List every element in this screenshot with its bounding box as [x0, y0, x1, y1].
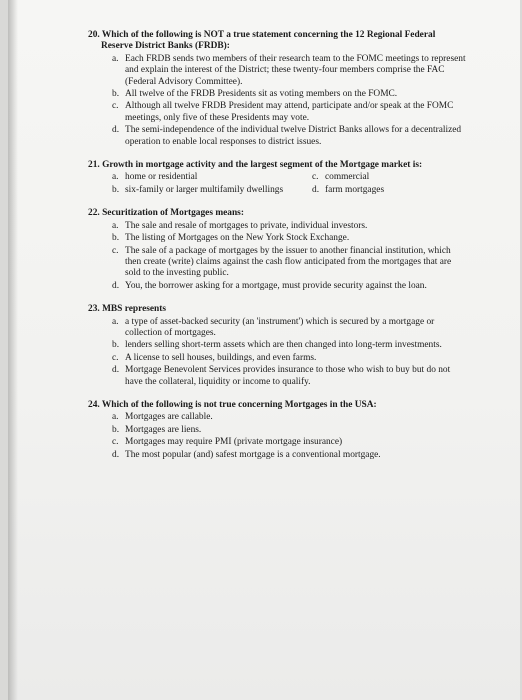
page-edge-shadow [8, 0, 18, 700]
option-text: lenders selling short-term assets which are then changed into long-term investments. [125, 340, 442, 351]
option-list [88, 54, 468, 148]
option-text: The sale of a package of mortgages by the issuer to another financial institution, which then create (write) claims against the cash flow anticipated from the mortgages that are sold to the investing public. [125, 245, 452, 279]
option-c [112, 437, 468, 448]
option-letter: d. [112, 365, 120, 376]
option-letter: a. [112, 172, 119, 183]
option-a [112, 172, 312, 183]
option-b [112, 340, 468, 351]
option-letter: b. [112, 233, 120, 244]
option-letter: b. [112, 89, 120, 100]
option-letter: c. [312, 172, 319, 183]
question-text: Securitization of Mortgages means: [102, 208, 244, 219]
option-text: home or residential [125, 172, 198, 183]
question-stem [88, 208, 468, 219]
option-text: The sale and resale of mortgages to private, individual investors. [125, 220, 368, 231]
option-text: commercial [325, 172, 370, 183]
option-letter: d. [112, 125, 120, 136]
question-number: 21. [88, 160, 100, 171]
option-text: The semi-independence of the individual twelve District Banks allows for a decentralized operation to enable local responses to district issues. [125, 125, 462, 147]
option-a [112, 221, 468, 232]
option-a [112, 412, 468, 423]
option-letter: c. [112, 352, 119, 363]
option-text: Mortgage Benevolent Services provides insurance to those who wish to buy but do not have the collateral, liquidity or income to qualify. [125, 365, 451, 387]
option-letter: a. [112, 220, 119, 231]
question-number: 24. [88, 399, 100, 410]
option-text: The listing of Mortgages on the New York Stock Exchange. [125, 233, 350, 244]
option-grid [88, 172, 468, 196]
option-list [88, 221, 468, 292]
option-text: Although all twelve FRDB President may attend, participate and/or speak at the FOMC meetings, only five of these Presidents may vote. [125, 101, 454, 123]
question-22 [88, 208, 468, 292]
question-number: 23. [88, 304, 100, 315]
option-letter: a. [112, 53, 119, 64]
option-letter: c. [112, 245, 119, 256]
option-letter: d. [112, 280, 120, 291]
option-d [112, 365, 468, 388]
option-c [312, 172, 482, 183]
option-c [112, 101, 468, 124]
option-b [112, 233, 468, 244]
option-b [112, 185, 312, 196]
option-c [112, 246, 468, 280]
option-text: A license to sell houses, buildings, and even farms. [125, 352, 317, 363]
question-list [88, 30, 468, 473]
option-list [88, 412, 468, 461]
question-21 [88, 160, 468, 196]
option-letter: c. [112, 437, 119, 448]
option-list [88, 317, 468, 388]
question-text: MBS represents [102, 304, 167, 315]
option-text: All twelve of the FRDB Presidents sit as voting members on the FOMC. [125, 89, 398, 100]
option-letter: b. [112, 424, 120, 435]
option-text: Each FRDB sends two members of their research team to the FOMC meetings to represent and explain the interest of the District; these twenty-four members comprise the FAC (Federal Advisory Committee). [125, 53, 466, 87]
question-20 [88, 30, 468, 148]
option-text: Mortgages are callable. [125, 412, 213, 423]
question-text: Which of the following is NOT a true statement concerning the 12 Regional Federal Reserve District Banks (FRDB): [101, 30, 436, 52]
option-letter: d. [312, 184, 320, 195]
question-number: 22. [88, 208, 100, 219]
option-b [112, 425, 468, 436]
option-letter: b. [112, 340, 120, 351]
option-text: You, the borrower asking for a mortgage, must provide security against the loan. [125, 280, 427, 291]
option-d [112, 125, 468, 148]
question-stem [88, 400, 468, 411]
option-letter: b. [112, 184, 120, 195]
option-b [112, 89, 468, 100]
option-d [112, 450, 468, 461]
question-24 [88, 400, 468, 461]
option-text: The most popular (and) safest mortgage is a conventional mortgage. [125, 449, 381, 460]
option-text: Mortgages may require PMI (private mortgage insurance) [125, 437, 343, 448]
option-text: a type of asset-backed security (an 'instrument') which is secured by a mortgage or collection of mortgages. [125, 316, 435, 338]
option-text: Mortgages are liens. [125, 424, 202, 435]
question-text: Which of the following is not true concerning Mortgages in the USA: [101, 399, 377, 410]
question-number: 20. [88, 30, 100, 40]
option-letter: a. [112, 316, 119, 327]
option-c [112, 353, 468, 364]
option-a [112, 54, 468, 88]
question-text: Growth in mortgage activity and the largest segment of the Mortgage market is: [102, 160, 423, 171]
option-d [312, 185, 482, 196]
document-page [8, 0, 520, 700]
option-letter: a. [112, 412, 119, 423]
question-23 [88, 304, 468, 388]
option-text: six-family or larger multifamily dwellings [125, 184, 284, 195]
question-stem [88, 160, 468, 171]
option-d [112, 281, 468, 292]
option-letter: d. [112, 449, 120, 460]
question-stem [88, 30, 468, 53]
question-stem [88, 304, 468, 315]
option-a [112, 317, 468, 340]
option-letter: c. [112, 101, 119, 112]
option-text: farm mortgages [325, 184, 385, 195]
